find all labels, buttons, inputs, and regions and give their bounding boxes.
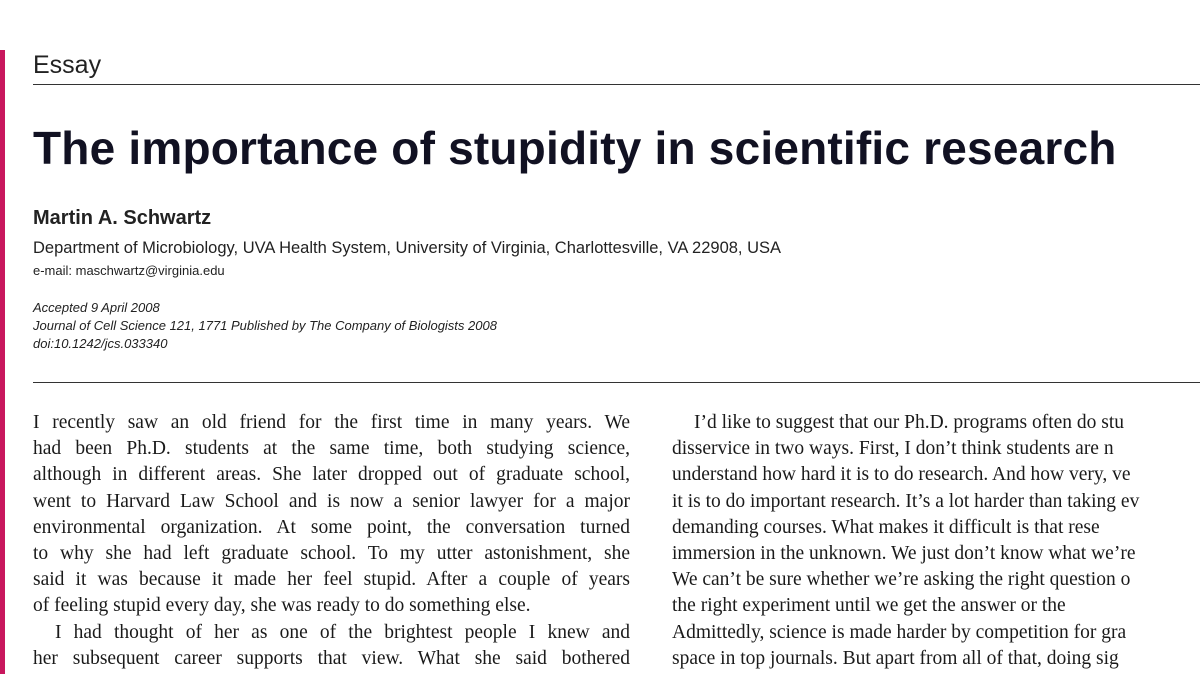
body-line: understand how hard it is to do research. And how very, ve [672,464,1131,486]
body-line: although in different areas. She later dropped out of graduate school, [33,464,630,486]
body-line: it is to do important research. It’s a lot harder than taking ev [672,490,1140,512]
journal-citation: Journal of Cell Science 121, 1771 Published by The Company of Biologists 2008 [33,318,497,333]
body-line: I had thought of her as one of the brightest people I knew and [55,621,630,643]
doi-link[interactable]: doi:10.1242/jcs.033340 [33,336,168,351]
body-line: We can’t be sure whether we’re asking the right question o [672,569,1131,591]
body-line: disservice in two ways. First, I don’t think students are n [672,438,1114,460]
accepted-date: Accepted 9 April 2008 [33,300,160,315]
article-title: The importance of stupidity in scientific research [33,122,1117,174]
accent-bar [0,50,5,674]
body-line: environmental organization. At some point, the conversation turned [33,516,630,538]
publication-meta [33,299,497,353]
body-line: had been Ph.D. students at the same time, both studying science, [33,438,630,460]
body-column-right [672,410,1200,672]
body-line: her subsequent career supports that view. What she said bothered [33,647,630,669]
header-rule [33,84,1200,85]
section-label: Essay [33,51,102,79]
body-line: immersion in the unknown. We just don’t know what we’re [672,543,1136,565]
body-line: Admittedly, science is made harder by competition for gra [672,621,1127,643]
body-line: I recently saw an old friend for the first time in many years. We [33,412,630,433]
body-line: space in top journals. But apart from all of that, doing sig [672,647,1119,669]
body-line: the right experiment until we get the answer or the [672,595,1066,617]
author-affiliation: Department of Microbiology, UVA Health System, University of Virginia, Charlottesville, VA 22908, USA [33,239,782,257]
body-line: of feeling stupid every day, she was ready to do something else. [33,595,531,617]
body-line: I’d like to suggest that our Ph.D. programs often do stu [694,412,1125,433]
body-line: went to Harvard Law School and is now a senior lawyer for a major [33,490,630,512]
author-name: Martin A. Schwartz [33,207,212,229]
body-rule [33,382,1200,383]
body-line: demanding courses. What makes it difficult is that rese [672,516,1100,538]
body-line: said it was because it made her feel stupid. After a couple of years [33,569,630,591]
author-email[interactable]: e-mail: maschwartz@virginia.edu [33,263,225,278]
body-column-left [33,410,630,672]
body-line: to why she had left graduate school. To my utter astonishment, she [33,543,630,565]
